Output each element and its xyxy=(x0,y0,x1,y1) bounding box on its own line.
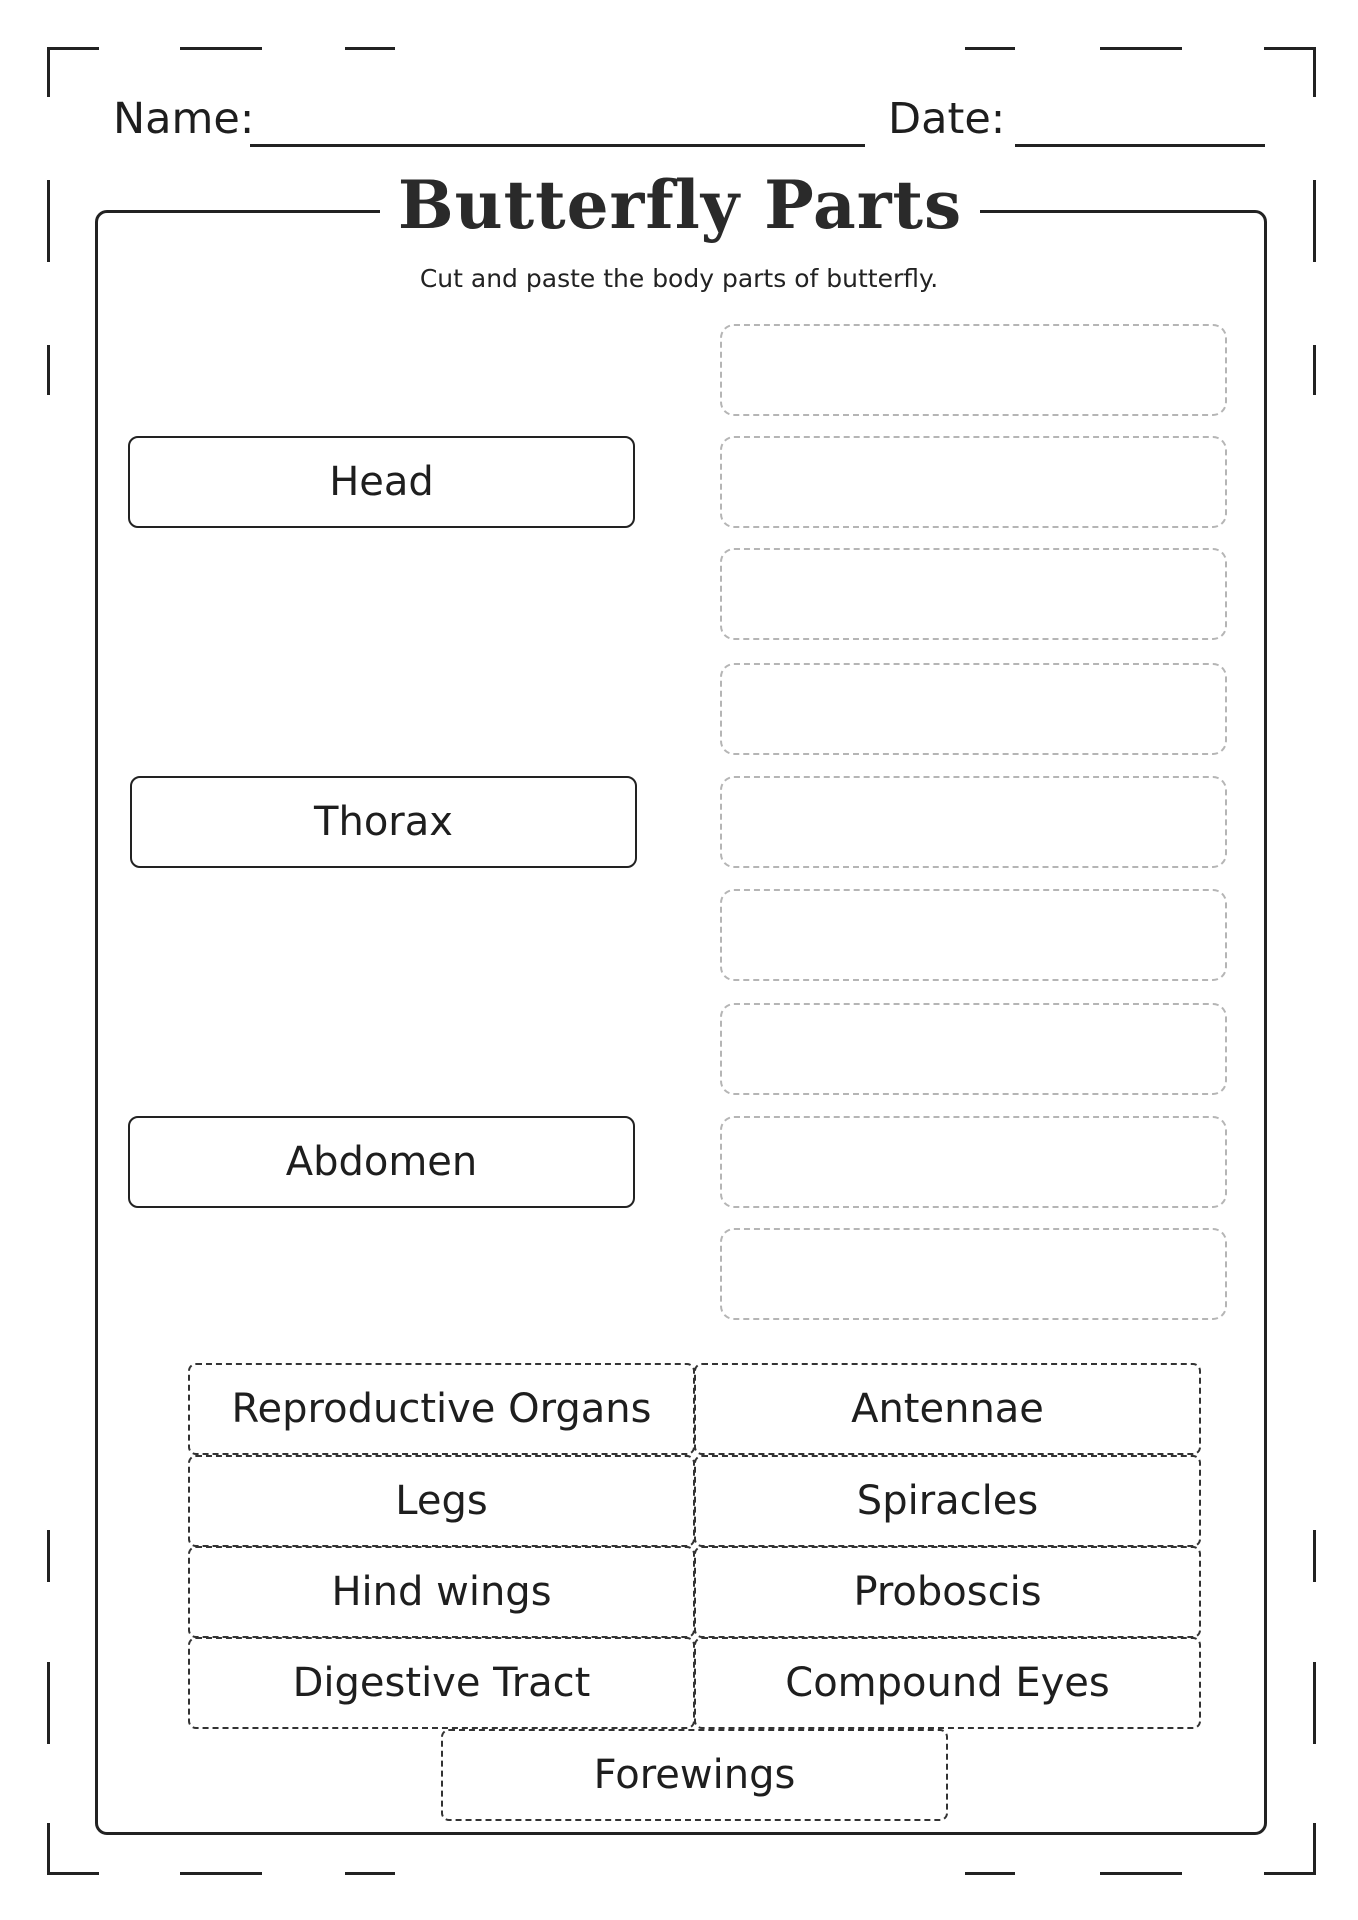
cutout-compound-eyes[interactable]: Compound Eyes xyxy=(694,1637,1201,1729)
cut-mark xyxy=(1313,1823,1316,1875)
cut-mark xyxy=(47,1530,50,1582)
cut-mark xyxy=(47,180,50,262)
cutout-antennae[interactable]: Antennae xyxy=(694,1363,1201,1455)
cut-mark xyxy=(345,1872,395,1875)
paste-slot[interactable] xyxy=(720,663,1227,755)
part-label-head: Head xyxy=(128,436,635,528)
paste-slot[interactable] xyxy=(720,1003,1227,1095)
worksheet-subtitle: Cut and paste the body parts of butterfly. xyxy=(419,264,939,293)
cut-mark xyxy=(47,1872,99,1875)
cut-mark xyxy=(1264,47,1316,50)
cut-mark xyxy=(47,1823,50,1875)
cutout-hind-wings[interactable]: Hind wings xyxy=(188,1546,695,1638)
cutout-spiracles[interactable]: Spiracles xyxy=(694,1455,1201,1547)
cutout-forewings[interactable]: Forewings xyxy=(441,1729,948,1821)
cut-mark xyxy=(47,47,99,50)
paste-slot[interactable] xyxy=(720,776,1227,868)
cut-mark xyxy=(1313,1530,1316,1582)
cutout-legs[interactable]: Legs xyxy=(188,1455,695,1547)
cut-mark xyxy=(1313,47,1316,97)
name-label: Name: xyxy=(113,94,255,144)
cut-mark xyxy=(1100,47,1182,50)
cutout-reproductive-organs[interactable]: Reproductive Organs xyxy=(188,1363,695,1455)
cut-mark xyxy=(47,47,50,97)
cut-mark xyxy=(180,1872,262,1875)
paste-slot[interactable] xyxy=(720,889,1227,981)
paste-slot[interactable] xyxy=(720,1116,1227,1208)
date-label: Date: xyxy=(888,94,1006,144)
cutout-proboscis[interactable]: Proboscis xyxy=(694,1546,1201,1638)
cut-mark xyxy=(1313,345,1316,395)
cut-mark xyxy=(1313,180,1316,262)
cut-mark xyxy=(965,47,1015,50)
cut-mark xyxy=(180,47,262,50)
date-line[interactable] xyxy=(1015,144,1265,147)
name-line[interactable] xyxy=(250,144,865,147)
cut-mark xyxy=(1264,1872,1316,1875)
paste-slot[interactable] xyxy=(720,1228,1227,1320)
part-label-thorax: Thorax xyxy=(130,776,637,868)
title-wrap xyxy=(380,160,980,250)
worksheet-title: Butterfly Parts xyxy=(397,166,963,244)
cutout-digestive-tract[interactable]: Digestive Tract xyxy=(188,1637,695,1729)
cut-mark xyxy=(47,1662,50,1744)
cut-mark xyxy=(965,1872,1015,1875)
cut-mark xyxy=(47,345,50,395)
cut-mark xyxy=(1313,1662,1316,1744)
paste-slot[interactable] xyxy=(720,548,1227,640)
paste-slot[interactable] xyxy=(720,324,1227,416)
cut-mark xyxy=(1100,1872,1182,1875)
cut-mark xyxy=(345,47,395,50)
paste-slot[interactable] xyxy=(720,436,1227,528)
part-label-abdomen: Abdomen xyxy=(128,1116,635,1208)
